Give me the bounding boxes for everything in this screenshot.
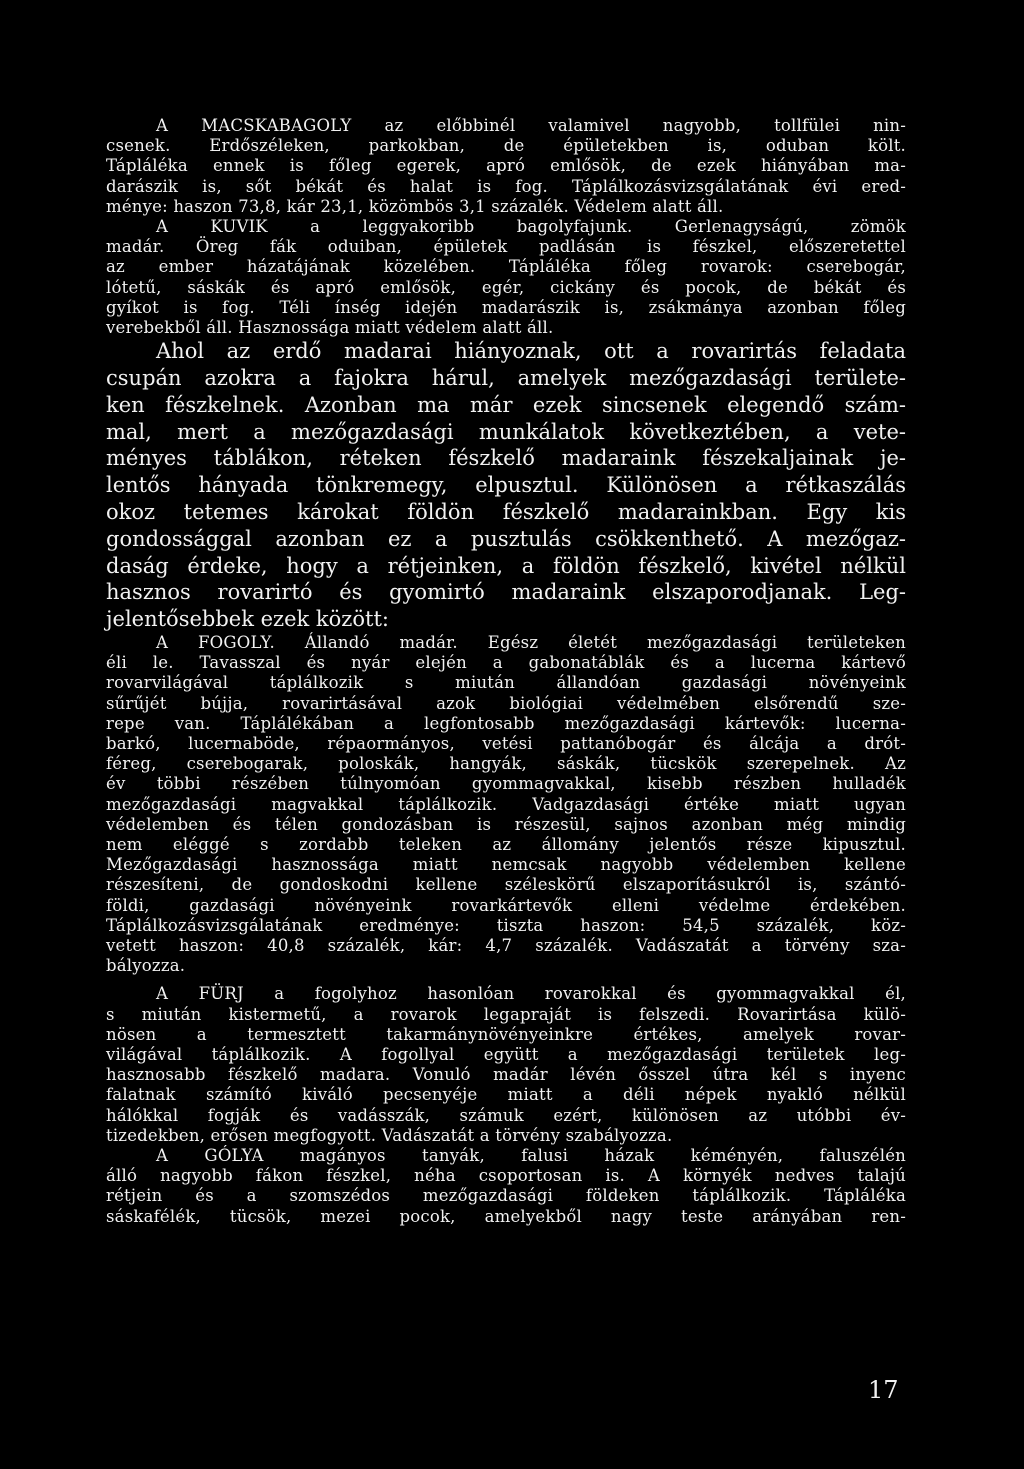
text-line: lentős hányada tönkremegy, elpusztul. Különösen a rétkaszálás bbox=[106, 473, 906, 498]
text-line: csupán azokra a fajokra hárul, amelyek mezőgazdasági területe- bbox=[106, 366, 906, 391]
text-line: barkó, lucernaböde, répaormányos, vetési pattanóbogár és álcája a drót- bbox=[106, 734, 906, 754]
text-line: gondossággal azonban ez a pusztulás csökkenthető. A mezőgaz- bbox=[106, 526, 906, 551]
text-line: A GÓLYA magányos tanyák, falusi házak kéményén, faluszélén bbox=[156, 1146, 906, 1166]
text-line: jelentősebbek ezek között: bbox=[106, 607, 389, 632]
text-line: nem eléggé s zordabb teleken az állomány jelentős része kipusztul. bbox=[106, 835, 906, 855]
text-line: év többi részében túlnyomóan gyommagvakkal, kisebb részben hulladék bbox=[106, 774, 906, 794]
paragraph-macskabagoly bbox=[106, 116, 906, 217]
text-line: s miután kistermetű, a rovarok legapraját is felszedi. Rovarirtása külö- bbox=[106, 1004, 906, 1024]
text-line: A MACSKABAGOLY az előbbinél valamivel nagyobb, tollfülei nin- bbox=[156, 116, 906, 135]
text-line: gyíkot is fog. Téli ínség idején madarászik is, zsákmánya azonban főleg bbox=[106, 297, 906, 317]
text-line: A KUVIK a leggyakoribb bagolyfajunk. Gerlenagyságú, zömök bbox=[156, 217, 906, 237]
text-line: A FOGOLY. Állandó madár. Egész életét mezőgazdasági területeken bbox=[156, 633, 906, 652]
text-line: A FÜRJ a fogolyhoz hasonlóan rovarokkal és gyommagvakkal él, bbox=[156, 984, 906, 1004]
text-line: rovarvilágával táplálkozik s miután állandóan gazdasági növényeink bbox=[106, 673, 906, 693]
text-line: részesíteni, de gondoskodni kellene széleskörű elszaporításukról is, szántó- bbox=[106, 875, 906, 895]
text-line: tizedekben, erősen megfogyott. Vadászatát a törvény szabályozza. bbox=[106, 1125, 673, 1145]
text-line: hasznosabb fészkelő madara. Vonuló madár lévén ősszel útra kél s inyenc bbox=[106, 1065, 906, 1085]
text-line: az ember házatájának közelében. Tápláléka főleg rovarok: cserebogár, bbox=[106, 257, 906, 277]
text-line: vetett haszon: 40,8 százalék, kár: 4,7 százalék. Vadászatát a törvény sza- bbox=[106, 936, 906, 956]
text-line: földi, gazdasági növényeink rovarkártevők elleni védelme érdekében. bbox=[106, 895, 906, 915]
text-line: darászik is, sőt békát és halat is fog. Táplálkozásvizsgálatának évi ered- bbox=[106, 176, 906, 196]
text-line: védelemben és télen gondozásban is részesül, sajnos azonban még mindig bbox=[106, 814, 906, 834]
text-line: nösen a termesztett takarmánynövényeinkre értékes, amelyek rovar- bbox=[106, 1024, 906, 1044]
text-line: mal, mert a mezőgazdasági munkálatok következtében, a vete- bbox=[106, 419, 906, 444]
page-body bbox=[106, 116, 906, 1227]
text-line: verebekből áll. Hasznossága miatt védelem alatt áll. bbox=[106, 318, 554, 338]
text-line: mezőgazdasági magvakkal táplálkozik. Vadgazdasági értéke miatt ugyan bbox=[106, 794, 906, 814]
text-line: éli le. Tavasszal és nyár elején a gabonatáblák és a lucerna kártevő bbox=[106, 653, 906, 673]
text-line: sáskafélék, tücsök, mezei pocok, amelyekből nagy teste arányában ren- bbox=[106, 1206, 906, 1226]
text-line: Táplálkozásvizsgálatának eredménye: tiszta haszon: 54,5 százalék, köz- bbox=[106, 915, 906, 935]
text-line: Mezőgazdasági hasznossága miatt nemcsak nagyobb védelemben kellene bbox=[106, 855, 906, 875]
text-line: lótetű, sáskák és apró emlősök, egér, cickány és pocok, de békát és bbox=[106, 277, 906, 297]
text-line: világával táplálkozik. A fogollyal együtt a mezőgazdasági területek leg- bbox=[106, 1045, 906, 1065]
text-line: hasznos rovarirtó és gyomirtó madaraink elszaporodjanak. Leg- bbox=[106, 580, 906, 605]
text-line: falatnak számító kiváló pecsenyéje miatt a déli népek nyakló nélkül bbox=[106, 1085, 906, 1105]
text-line: hálókkal fogják és vadásszák, számuk ezért, különösen az utóbbi év- bbox=[106, 1105, 906, 1125]
paragraph-golya bbox=[106, 1146, 906, 1227]
text-line: Ahol az erdő madarai hiányoznak, ott a rovarirtás feladata bbox=[156, 339, 906, 364]
text-line: Tápláléka ennek is főleg egerek, apró emlősök, de ezek hiányában ma- bbox=[106, 156, 906, 176]
text-line: okoz tetemes károkat földön fészkelő madarainkban. Egy kis bbox=[106, 500, 906, 525]
text-line: daság érdeke, hogy a rétjeinken, a földön fészkelő, kivétel nélkül bbox=[106, 553, 906, 578]
text-line: sűrűjét bújja, rovarirtásával azok biológiai védelmében elsőrendű sze- bbox=[106, 693, 906, 713]
text-line: csenek. Erdőszéleken, parkokban, de épületekben is, oduban költ. bbox=[106, 136, 906, 156]
text-line: ményes táblákon, réteken fészkelő madaraink fészekaljainak je- bbox=[106, 446, 906, 471]
paragraph-kuvik bbox=[106, 217, 906, 338]
paragraph-intro bbox=[106, 338, 906, 633]
text-line: rétjein és a szomszédos mezőgazdasági földeken táplálkozik. Tápláléka bbox=[106, 1186, 906, 1206]
text-line: féreg, cserebogarak, poloskák, hangyák, sáskák, tücskök szerepelnek. Az bbox=[106, 754, 906, 774]
page-number: 17 bbox=[868, 1376, 899, 1404]
text-line: madár. Öreg fák oduiban, épületek padlásán is fészkel, előszeretettel bbox=[106, 237, 906, 257]
paragraph-fogoly bbox=[106, 633, 906, 976]
text-line: repe van. Táplálékában a legfontosabb mezőgazdasági kártevők: lucerna- bbox=[106, 713, 906, 733]
text-line: ken fészkelnek. Azonban ma már ezek sincsenek elegendő szám- bbox=[106, 392, 906, 417]
text-line: ménye: haszon 73,8, kár 23,1, közömbös 3,1 százalék. Védelem alatt áll. bbox=[106, 196, 724, 216]
paragraph-furj bbox=[106, 984, 906, 1146]
text-line: bályozza. bbox=[106, 956, 186, 976]
text-line: álló nagyobb fákon fészkel, néha csoportosan is. A környék nedves talajú bbox=[106, 1166, 906, 1186]
